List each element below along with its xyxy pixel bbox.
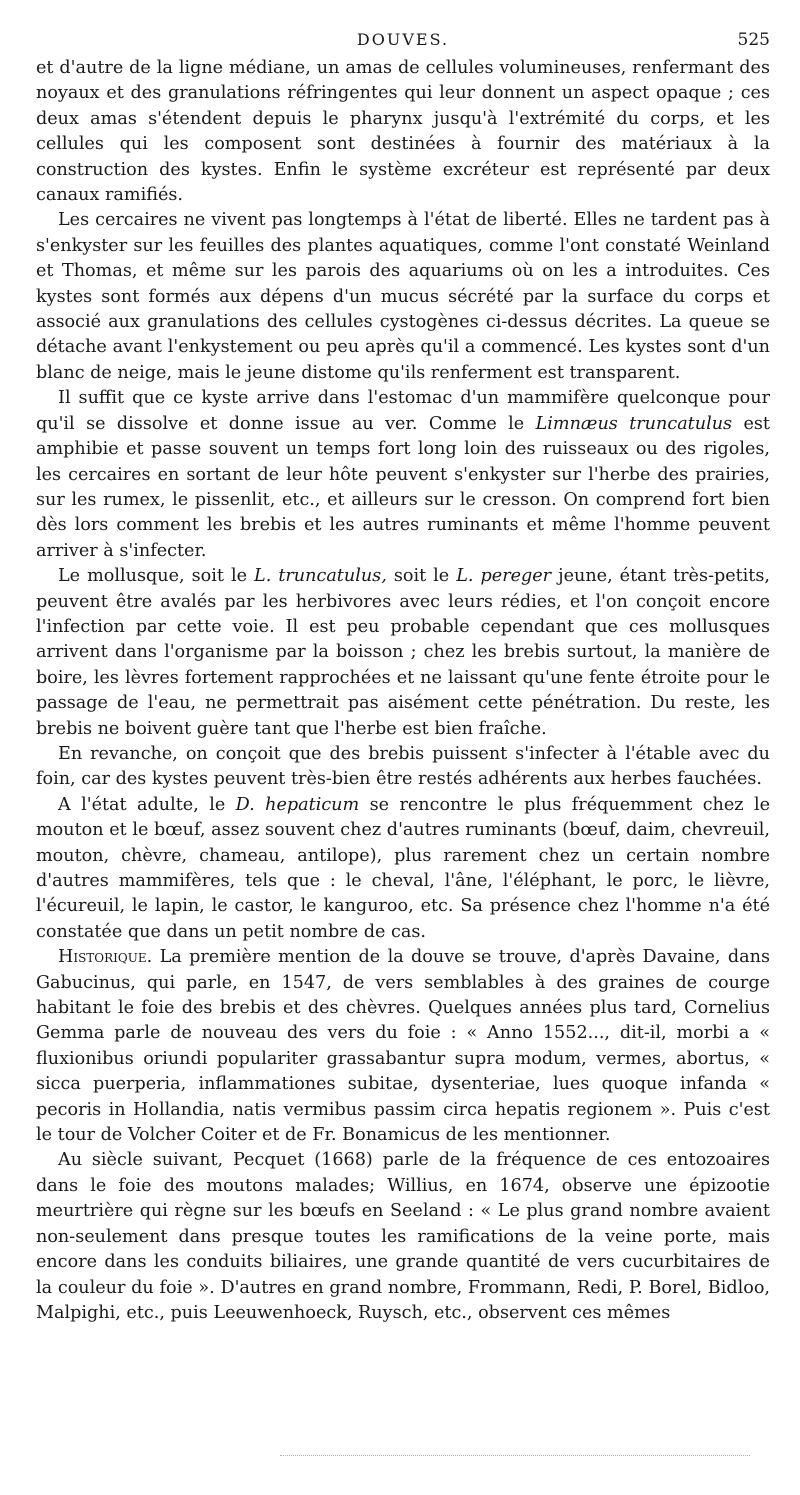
text-segment: En revanche, on conçoit que des brebis puissent s'infecter à l'étable avec du foin, car des kystes peuvent très-bien être restés adhérents aux herbes fauchées.	[36, 743, 770, 790]
paragraph	[36, 564, 770, 742]
italic-term: D. hepaticum	[235, 794, 360, 815]
text-segment: Il suffit que ce kyste arrive dans l'estomac d'un mammifère quelconque pour qu'il se dissolve et donne issue au ver. Comme le	[36, 388, 770, 434]
text-segment: et d'autre de la ligne médiane, un amas de cellules volumineuses, renfermant des noyaux et des granulations réfringentes qui leur donnent un aspect opaque ; ces deux amas s'étendent depuis le pharynx jusqu'à l'extrémité du corps, et les cellules qui les composent sont destinées à fournir des matériaux à la construction des kystes. Enfin le système excréteur est représenté par deux canaux ramifiés.	[36, 58, 770, 206]
running-title: DOUVES.	[356, 30, 450, 49]
text-segment: A l'état adulte, le	[58, 794, 236, 815]
paragraph	[36, 56, 770, 208]
section-heading: Historique.	[58, 947, 153, 968]
italic-term: Limnæus truncatulus	[535, 413, 733, 434]
text-segment: La première mention de la douve se trouve, d'après Davaine, dans Gabucinus, qui parle, en 1547, de vers semblables à des graines de courge habitant le foie des brebis et des chèvres. Quelques années plus tard, Cornelius Gemma parle de nouveau des vers du foie : « Anno 1552..., dit-il, morbi a « fluxionibus oriundi populariter grassabantur supra modum, vermes, abortus, « sicca puerperia, inflammationes subitae, dysenteriae, lues quoque infanda « pecoris in Hollandia, natis vermibus passim circa hepatis regionem ». Puis c'est le tour de Volcher Coiter et de Fr. Bonamicus de les mentionner.	[36, 947, 770, 1146]
text-segment: est amphibie et passe souvent un temps fort long loin des ruisseaux ou des rigoles, les cercaires en sortant de leur hôte peuvent s'enkyster sur l'herbe des prairies, sur les rumex, le pissenlit, etc., et ailleurs sur le cresson. On comprend fort bien dès lors comment les brebis et les autres ruminants et même l'homme peuvent arriver à s'infecter.	[36, 413, 770, 561]
text-segment: soit le	[386, 566, 457, 587]
page-number: 525	[737, 30, 770, 50]
text-segment: Au siècle suivant, Pecquet (1668) parle de la fréquence de ces entozoaires dans le foie des moutons malades; Willius, en 1674, observe une épizootie meurtrière qui règne sur les bœufs en Seeland : « Le plus grand nombre avaient non-seulement dans presque toutes les ramifications de la veine porte, mais encore dans les conduits biliaires, une grande quantité de vers cucurbitaires de la couleur du foie ». D'autres en grand nombre, Frommann, Redi, P. Borel, Bidloo, Malpighi, etc., puis Leeuwenhoeck, Ruysch, etc., observent ces mêmes	[36, 1150, 770, 1323]
paragraph	[36, 386, 770, 564]
italic-term: L. truncatulus,	[254, 566, 387, 587]
page-header	[36, 26, 770, 54]
bottom-dotted-rule	[280, 1455, 750, 1456]
body-text	[36, 56, 770, 1326]
text-segment: jeune, étant très-petits, peuvent être avalés par les herbivores avec leurs rédies, et l'on conçoit encore l'infection par cette voie. Il est peu probable cependant que ces mollusques arrivent dans l'organisme par la boisson ; chez les brebis surtout, la manière de boire, les lèvres fortement rapprochées et ne laissant qu'une fente étroite pour le passage de l'eau, ne permettrait pas aisément cette pénétration. Du reste, les brebis ne boivent guère tant que l'herbe est bien fraîche.	[36, 566, 771, 739]
paragraph	[36, 793, 770, 945]
paragraph	[36, 945, 770, 1148]
text-segment: se rencontre le plus fréquemment chez le mouton et le bœuf, assez souvent chez d'autres ruminants (bœuf, daim, chevreuil, mouton, chèvre, chameau, antilope), plus rarement chez un certain nombre d'autres mammifères, tels que : le cheval, l'âne, l'éléphant, le porc, le lièvre, l'écureuil, le lapin, le castor, le kanguroo, etc. Sa présence chez l'homme n'a été constatée que dans un petit nombre de cas.	[36, 794, 771, 942]
text-segment: Le mollusque, soit le	[58, 566, 255, 587]
text-segment: Les cercaires ne vivent pas longtemps à l'état de liberté. Elles ne tardent pas à s'enkyster sur les feuilles des plantes aquatiques, comme l'ont constaté Weinland et Thomas, et même sur les parois des aquariums où on les a introduites. Ces kystes sont formés aux dépens d'un mucus sécrété par la surface du corps et associé aux granulations des cellules cystogènes ci-dessus décrites. La queue se détache avant l'enkystement ou peu après qu'il a commencé. Les kystes sont d'un blanc de neige, mais le jeune distome qu'ils renferment est transparent.	[36, 210, 770, 383]
paragraph	[36, 742, 770, 793]
paragraph	[36, 1148, 770, 1326]
italic-term: L. pereger	[456, 566, 552, 587]
paragraph	[36, 208, 770, 386]
document-page	[36, 26, 770, 1326]
